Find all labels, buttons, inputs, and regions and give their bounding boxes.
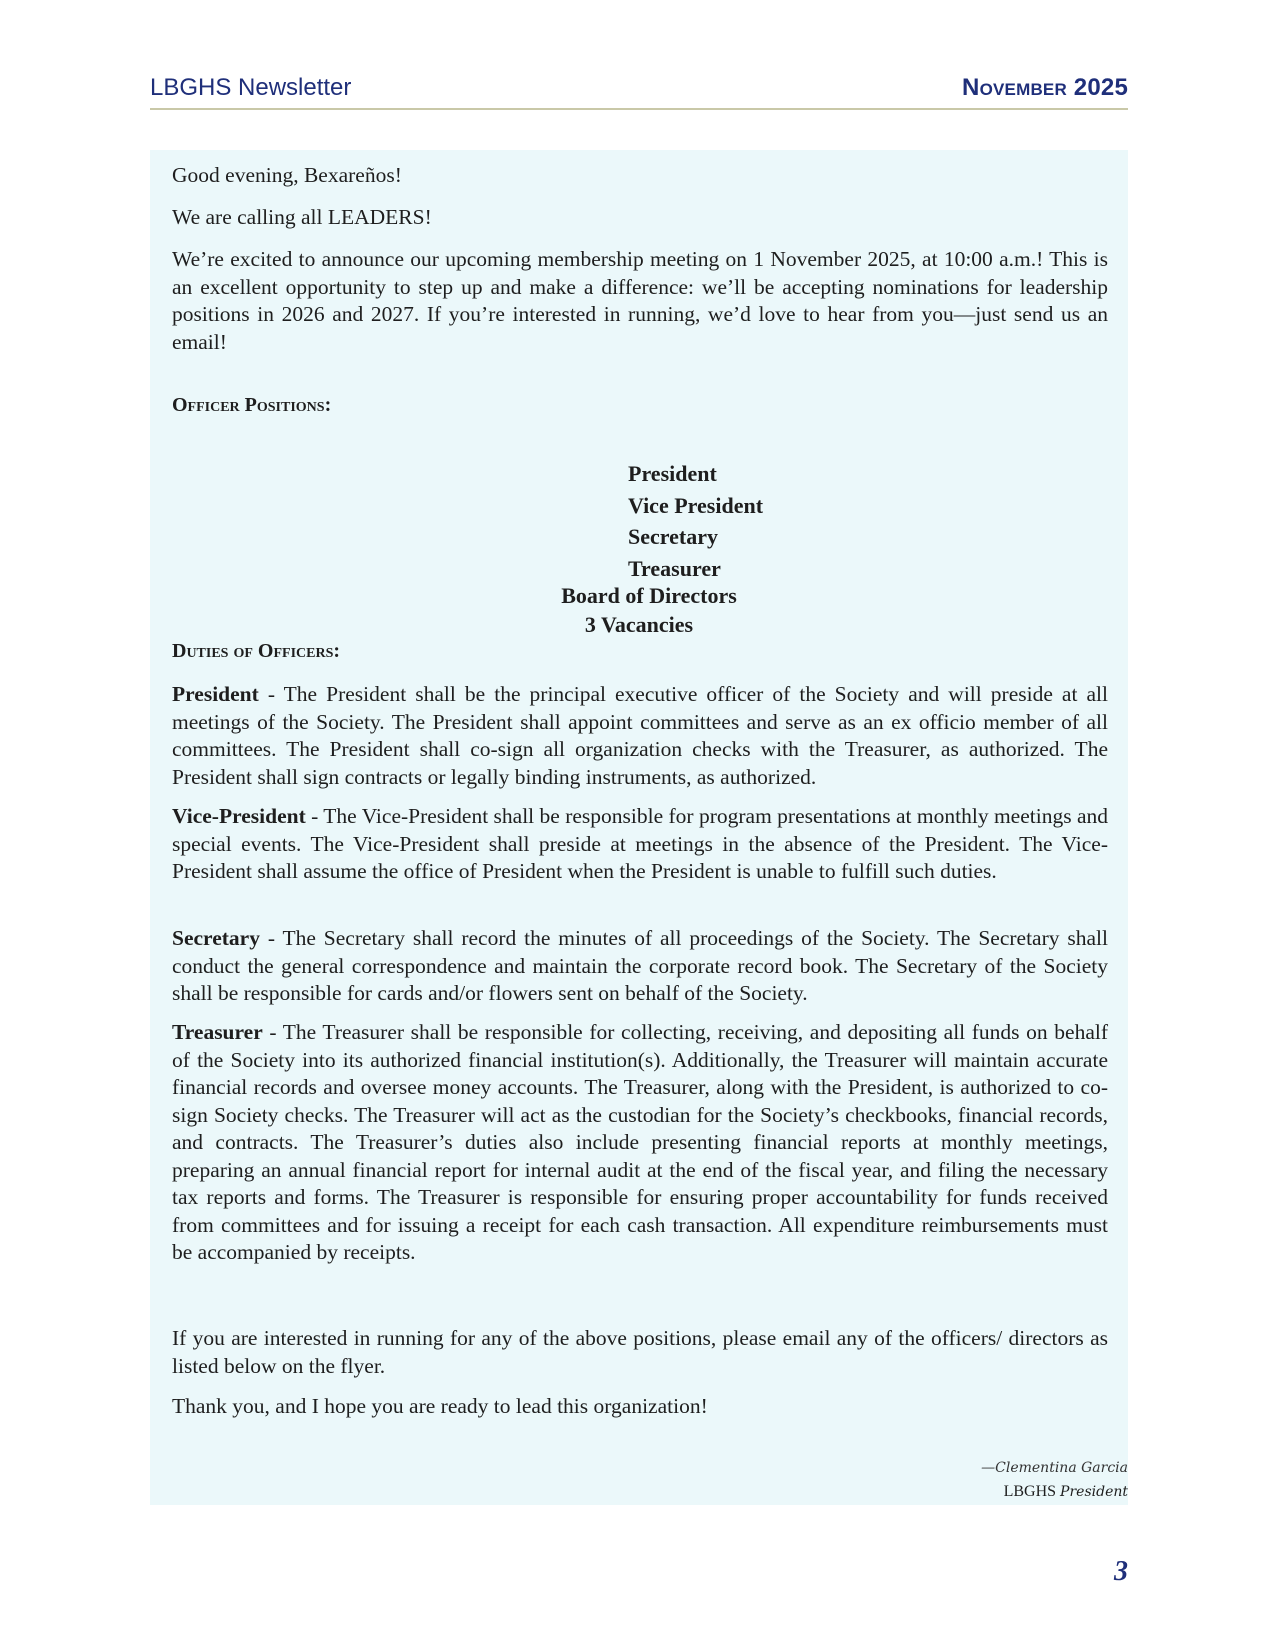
duty-vice-president — [172, 803, 1108, 886]
signature-role — [981, 1480, 1128, 1504]
call-to-leaders: We are calling all LEADERS! — [172, 205, 432, 229]
duty-title: Secretary — [172, 926, 260, 950]
duty-text: - The Secretary shall record the minutes of all proceedings of the Society. The Secretary shall conduct the general correspondence and maintain the corporate record book. The Secretary of the Society shall be responsible for cards and/or flowers sent on behalf of the Society. — [172, 926, 1108, 1005]
duty-title: Treasurer — [172, 1020, 263, 1044]
position-item: Vice President — [628, 492, 764, 518]
signature-title: President — [1060, 1484, 1128, 1500]
officer-positions-list — [628, 458, 763, 584]
issue-date: November 2025 — [962, 74, 1128, 101]
position-item: President — [628, 461, 717, 486]
greeting: Good evening, Bexareños! — [172, 163, 402, 187]
signature-block — [981, 1457, 1128, 1504]
page-number: 3 — [1114, 1556, 1128, 1587]
duty-president — [172, 681, 1108, 791]
signature-name: —Clementina Garcia — [981, 1460, 1128, 1476]
newsletter-header — [150, 72, 1128, 110]
duty-title: Vice-President — [172, 804, 306, 828]
duties-heading: Duties of Officers: — [172, 640, 341, 662]
duty-text: - The President shall be the principal executive officer of the Society and will preside at all meetings of the Society. The President shall appoint committees and serve as an ex officio member of all committees. The President shall co-sign all organization checks with the Treasurer, as authorized. The President shall sign contracts or legally binding instruments, as authorized. — [172, 682, 1108, 789]
duty-text: - The Vice-President shall be responsible for program presentations at monthly meetings and special events. The Vice-President shall preside at meetings in the absence of the President. The Vice-President shall assume the office of President when the President is unable to fulfill such duties. — [172, 804, 1108, 883]
duty-secretary — [172, 925, 1108, 1008]
intro-paragraph: We’re excited to announce our upcoming membership meeting on 1 November 2025, at 10:00 a.m.! This is an excellent opportunity to step up and make a difference: we’ll be accepting nominations for leadership positions in 2026 and 2027. If you’re interested in running, we’d love to hear from you—just send us an email! — [172, 247, 1108, 354]
board-vacancies: 3 Vacancies — [584, 612, 694, 637]
newsletter-title: LBGHS Newsletter — [150, 74, 352, 101]
position-item: Secretary — [628, 524, 718, 549]
closing-thanks: Thank you, and I hope you are ready to lead this organization! — [172, 1394, 708, 1418]
board-of-directors-title: Board of Directors — [561, 583, 737, 608]
officer-positions-heading: Officer Positions: — [172, 394, 332, 416]
duty-title: President — [172, 682, 259, 706]
duty-treasurer — [172, 1019, 1108, 1267]
duty-text: - The Treasurer shall be responsible for collecting, receiving, and depositing all funds on behalf of the Society into its authorized financial institution(s). Additionally, the Treasurer will maintain accurate financial records and oversee money accounts. The Treasurer, along with the President, is authorized to co-sign Society checks. The Treasurer will act as the custodian for the Society’s checkbooks, financial records, and contracts. The Treasurer’s duties also include presenting financial reports at monthly meetings, preparing an annual financial report for internal audit at the end of the fiscal year, and filing the necessary tax reports and forms. The Treasurer is responsible for ensuring proper accountability for funds received from committees and for issuing a receipt for each cash transaction. All expenditure reimbursements must be accompanied by receipts. — [172, 1020, 1108, 1264]
signature-org: LBGHS — [1003, 1483, 1057, 1500]
closing-interest: If you are interested in running for any of the above positions, please email any of the officers/ directors as listed below on the flyer. — [172, 1326, 1108, 1378]
position-item: Treasurer — [628, 555, 721, 581]
